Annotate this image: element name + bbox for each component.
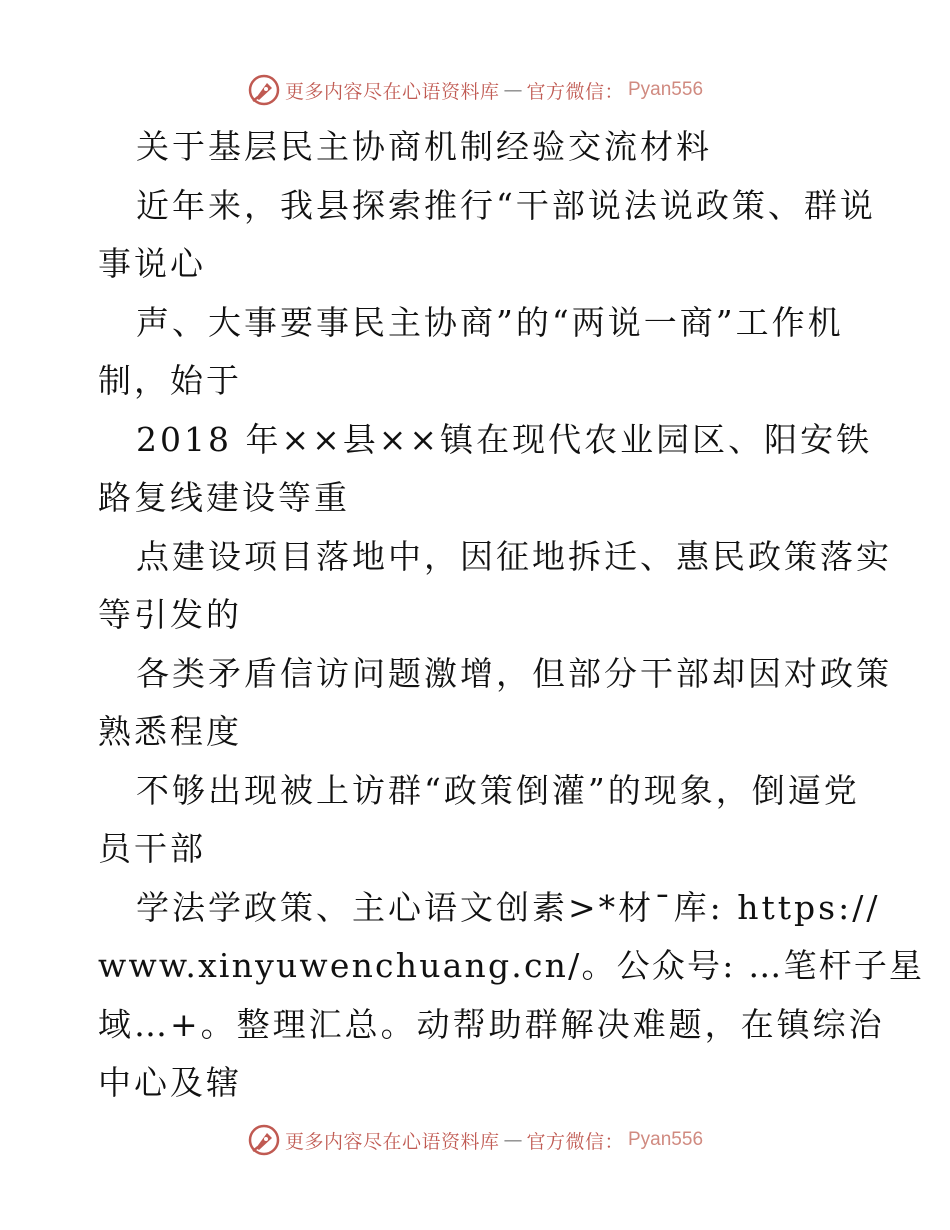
paragraph-line: 点建设项目落地中，因征地拆迁、惠民政策落实 [136,536,892,576]
watermark-contact: Pyan556 [628,1129,704,1150]
paragraph-line: 路复线建设等重 [98,478,350,517]
paragraph-line: 学法学政策、主心语文创素>*材¯库: https:// [136,887,881,927]
footer-watermark [0,1120,950,1160]
paragraph-line: 员干部 [98,829,206,868]
paragraph-line: 2018 年××县××镇在现代农业园区、阳安铁 [136,419,873,459]
watermark-brand: 更多内容尽在心语资料库 [284,1130,500,1153]
watermark-separator: — [503,79,523,101]
header-watermark [0,70,950,110]
paragraph-line: 熟悉程度 [98,712,242,751]
paragraph-line: 近年来，我县探索推行“干部说法说政策、群说 [136,185,876,225]
paragraph-line: 域…+。整理汇总。动帮助群解决难题，在镇综治 [98,1004,885,1044]
watermark-label: 官方微信： [526,80,624,103]
watermark-brand: 更多内容尽在心语资料库 [284,80,500,103]
watermark-separator: — [503,1129,523,1151]
document-title: 关于基层民主协商机制经验交流材料 [136,127,712,166]
paragraph-line: 不够出现被上访群“政策倒灌”的现象，倒逼党 [136,770,860,810]
paragraph-line: 制，始于 [98,361,242,400]
paragraph-line: 事说心 [98,244,206,283]
paragraph-line: 中心及辖 [98,1063,242,1102]
watermark-label: 官方微信： [526,1130,624,1153]
pen-nib-icon [247,1123,281,1157]
paragraph-line: 声、大事要事民主协商”的“两说一商”工作机 [136,302,844,342]
pen-nib-icon [247,73,281,107]
document-body [98,118,925,1113]
paragraph-line: 等引发的 [98,595,242,634]
watermark-contact: Pyan556 [628,79,704,100]
paragraph-line: www.xinyuwenchuang.cn/。公众号: …笔杆子星 [98,946,925,985]
paragraph-line: 各类矛盾信访问题激增，但部分干部却因对政策 [136,653,892,693]
